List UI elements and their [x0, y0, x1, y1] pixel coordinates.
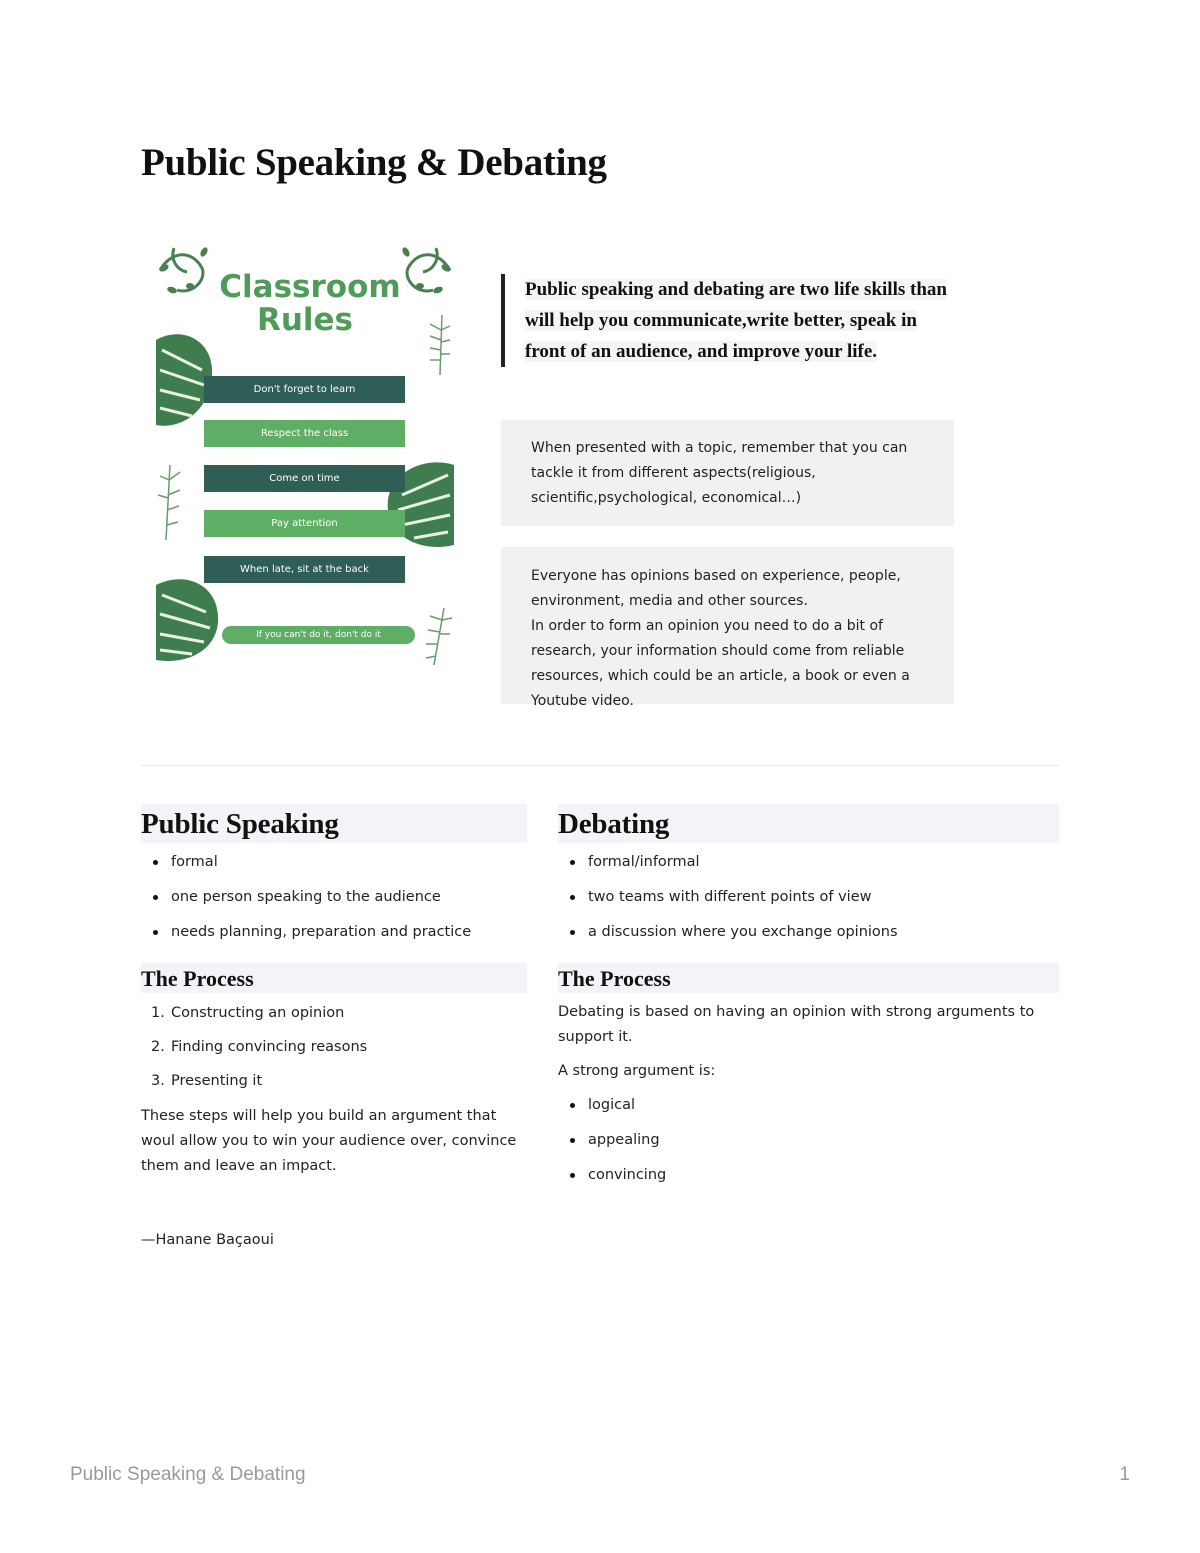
page-title: Public Speaking & Debating — [141, 141, 607, 184]
argument-qualities — [558, 1092, 1059, 1197]
page-number: 1 — [1119, 1464, 1130, 1485]
step-text: Presenting it — [171, 1073, 263, 1089]
step-text: Finding convincing reasons — [171, 1039, 368, 1055]
callout-opinions-p2: In order to form an opinion you need to do a bit of research, your information should come from reliable resources, which could be an article, a book or even a Youtube video. — [531, 618, 910, 709]
public-speaking-column — [141, 804, 527, 1253]
list-item: two teams with different points of view — [558, 884, 1059, 919]
author-signature: —Hanane Baçaoui — [141, 1232, 274, 1248]
list-item — [141, 1000, 527, 1034]
public-speaking-bullets — [141, 849, 527, 954]
intro-quote — [501, 274, 956, 367]
poster-rule-5: When late, sit at the back — [204, 556, 405, 583]
list-item: formal/informal — [558, 849, 1059, 884]
public-speaking-process-heading: The Process — [141, 963, 527, 993]
step-number: 2. — [151, 1039, 165, 1055]
process-summary: These steps will help you build an argument that woul allow you to win your audience over, convince them and leave an impact. — [141, 1108, 517, 1174]
poster-rule-3: Come on time — [204, 465, 405, 492]
debating-intro: Debating is based on having an opinion with strong arguments to support it. — [558, 1004, 1035, 1045]
public-speaking-heading: Public Speaking — [141, 804, 527, 843]
poster-rule-1: Don't forget to learn — [204, 376, 405, 403]
list-item: appealing — [558, 1127, 1059, 1162]
list-item: needs planning, preparation and practice — [141, 919, 527, 954]
list-item — [141, 1068, 527, 1102]
strong-argument-label: A strong argument is: — [558, 1063, 716, 1079]
debating-heading: Debating — [558, 804, 1059, 843]
list-item: formal — [141, 849, 527, 884]
debating-bullets — [558, 849, 1059, 954]
poster-rule-6: If you can't do it, don't do it — [222, 626, 415, 644]
debating-column — [558, 804, 1059, 1197]
step-number: 3. — [151, 1073, 165, 1089]
intro-quote-text: Public speaking and debating are two life skills than will help you communicate,write better, speak in front of an audience, and improve your life. — [525, 279, 947, 362]
classroom-rules-poster — [152, 240, 458, 670]
list-item: logical — [558, 1092, 1059, 1127]
list-item: one person speaking to the audience — [141, 884, 527, 919]
callout-opinions-p1: Everyone has opinions based on experience, people, environment, media and other sources. — [531, 568, 901, 609]
step-text: Constructing an opinion — [171, 1005, 345, 1021]
section-divider — [141, 765, 1059, 766]
poster-rule-2: Respect the class — [204, 420, 405, 447]
poster-title-line2: Rules — [256, 302, 354, 338]
list-item: convincing — [558, 1162, 1059, 1197]
callout-opinions — [501, 547, 954, 709]
debating-process-heading: The Process — [558, 963, 1059, 993]
step-number: 1. — [151, 1005, 165, 1021]
monstera-left-bottom — [156, 579, 218, 661]
poster-rule-4: Pay attention — [204, 510, 405, 537]
list-item: a discussion where you exchange opinions — [558, 919, 1059, 954]
callout-aspects-text: When presented with a topic, remember that you can tackle it from different aspects(religious, scientific,psychological, economical…) — [531, 440, 908, 506]
footer-title: Public Speaking & Debating — [70, 1464, 306, 1485]
poster-title-line1: Classroom — [219, 269, 401, 305]
callout-aspects — [501, 420, 954, 526]
fern-left-mid — [158, 465, 180, 540]
process-steps — [141, 1000, 527, 1102]
list-item — [141, 1034, 527, 1068]
fern-right-bottom — [426, 608, 452, 665]
